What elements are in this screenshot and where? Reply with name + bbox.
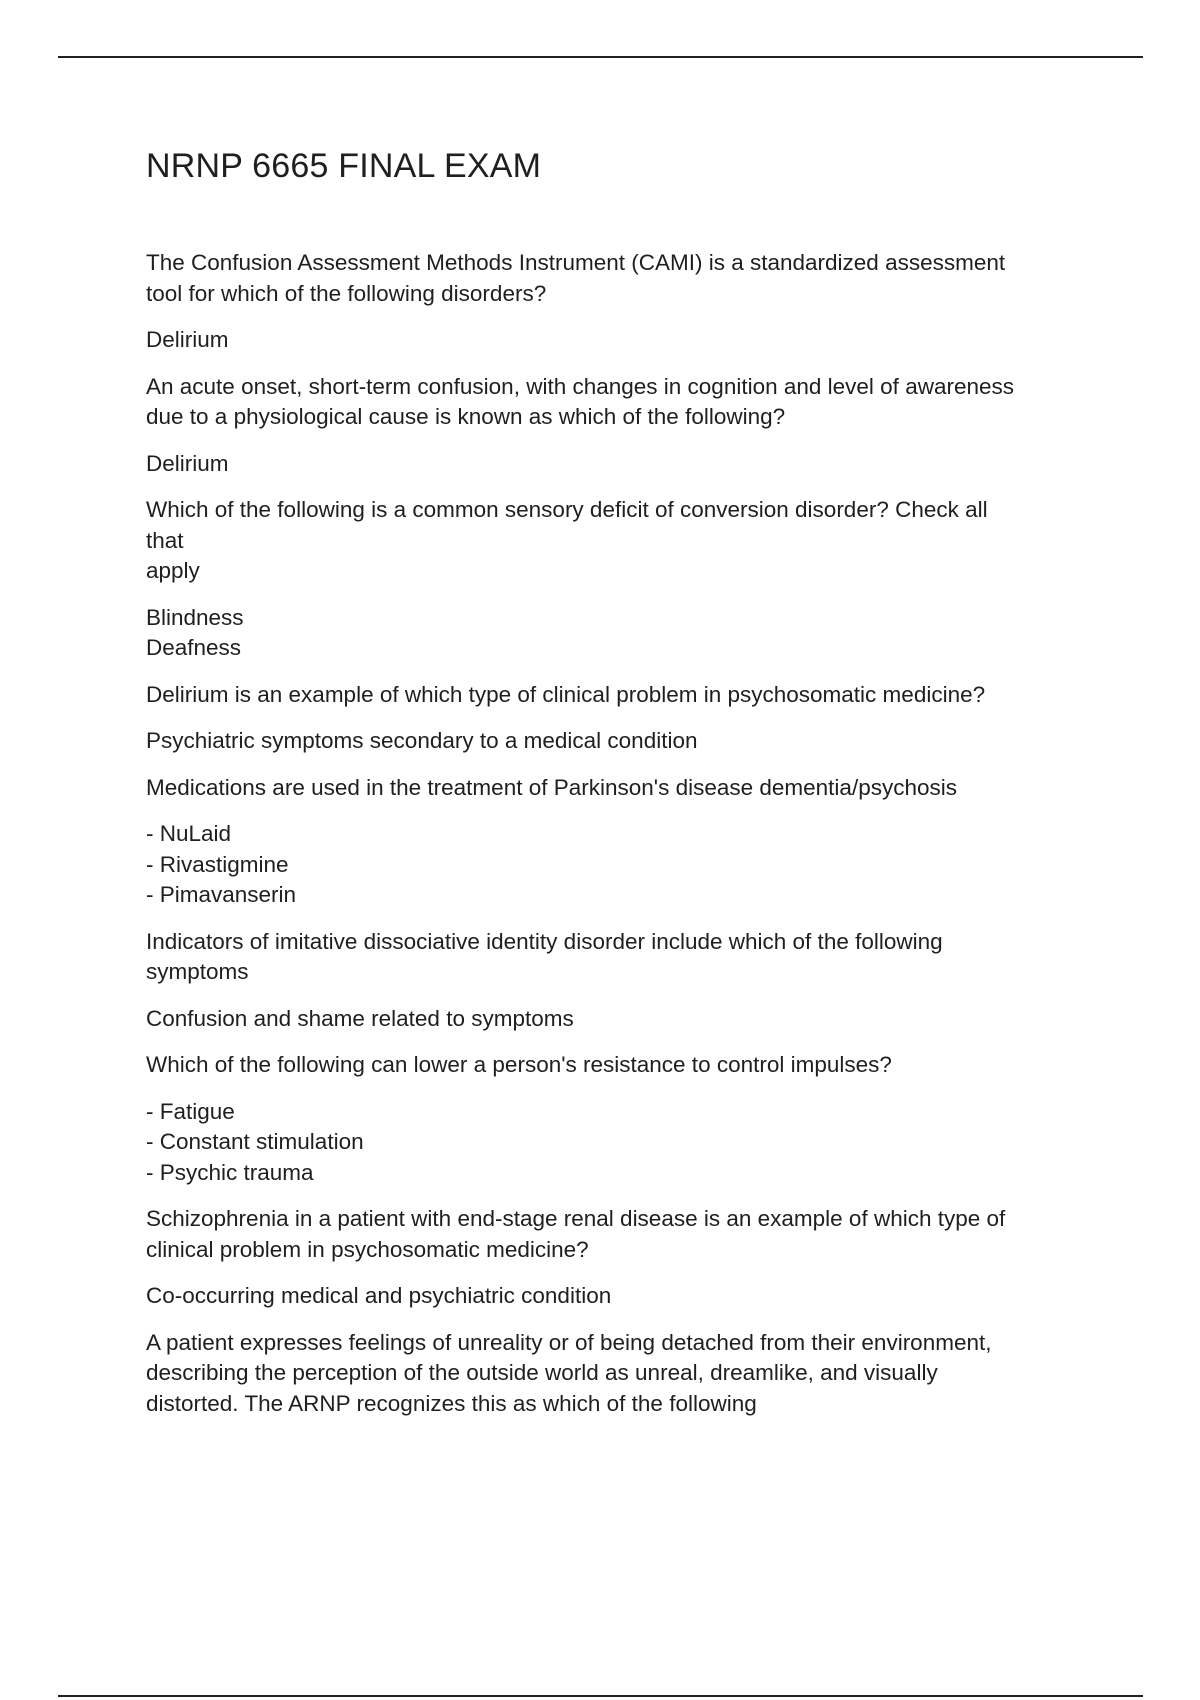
answer-line: - Fatigue: [146, 1098, 235, 1124]
question-text: [146, 495, 1086, 587]
question-text: [146, 1204, 1086, 1265]
question-line: The Confusion Assessment Methods Instrument (CAMI) is a standardized assessment: [146, 250, 1006, 275]
answer-line: Delirium: [146, 327, 229, 352]
question-line: Medications are used in the treatment of Parkinson's disease dementia/psychosis: [146, 774, 957, 800]
question-text: [146, 680, 1086, 711]
answer-text: [146, 1004, 1086, 1035]
question-text: [146, 1050, 1086, 1081]
answer-line: Delirium: [146, 450, 229, 476]
question-text: [146, 1328, 1086, 1420]
question-line: Which of the following is a common sensory deficit of conversion disorder? Check all: [146, 497, 988, 522]
question-line: that: [146, 527, 184, 553]
question-line: Indicators of imitative dissociative identity disorder include which of the following: [146, 928, 943, 954]
question-line: Schizophrenia in a patient with end-stage renal disease is an example of which type of: [146, 1206, 1006, 1231]
answer-text: [146, 1281, 1086, 1312]
answer-line: Co-occurring medical and psychiatric condition: [146, 1283, 612, 1308]
question-line: tool for which of the following disorders?: [146, 280, 547, 306]
question-line: An acute onset, short-term confusion, with changes in cognition and level of awareness: [146, 373, 1014, 399]
answer-line: - NuLaid: [146, 821, 232, 846]
answer-line: Blindness: [146, 604, 244, 630]
answer-line: - Psychic trauma: [146, 1159, 314, 1185]
question-text: [146, 248, 1086, 309]
answer-text: [146, 819, 1086, 911]
question-line: symptoms: [146, 959, 249, 984]
question-line: distorted. The ARNP recognizes this as which of the following: [146, 1390, 757, 1416]
question-line: Which of the following can lower a person's resistance to control impulses?: [146, 1052, 892, 1077]
document-title: NRNP 6665 FINAL EXAM: [146, 147, 542, 185]
bottom-rule: [58, 1695, 1143, 1697]
question-line: Delirium is an example of which type of clinical problem in psychosomatic medicine?: [146, 681, 986, 707]
question-line: A patient expresses feelings of unreality or of being detached from their environment,: [146, 1329, 992, 1355]
question-line: due to a physiological cause is known as which of the following?: [146, 404, 786, 429]
question-line: clinical problem in psychosomatic medicine?: [146, 1236, 589, 1262]
question-answer-list: [146, 248, 1086, 1419]
question-line: apply: [146, 558, 200, 583]
answer-line: - Rivastigmine: [146, 851, 289, 877]
document-body: [146, 138, 1086, 1435]
answer-text: [146, 603, 1086, 664]
answer-line: Psychiatric symptoms secondary to a medical condition: [146, 728, 698, 753]
answer-text: [146, 449, 1086, 480]
answer-text: [146, 1097, 1086, 1189]
answer-line: Deafness: [146, 635, 242, 660]
question-text: [146, 927, 1086, 988]
answer-line: Confusion and shame related to symptoms: [146, 1005, 574, 1031]
question-text: [146, 372, 1086, 433]
question-text: [146, 773, 1086, 804]
answer-line: - Pimavanserin: [146, 882, 297, 907]
question-line: describing the perception of the outside world as unreal, dreamlike, and visually: [146, 1360, 938, 1385]
answer-line: - Constant stimulation: [146, 1129, 364, 1154]
answer-text: [146, 325, 1086, 356]
top-rule: [58, 56, 1143, 58]
answer-text: [146, 726, 1086, 757]
